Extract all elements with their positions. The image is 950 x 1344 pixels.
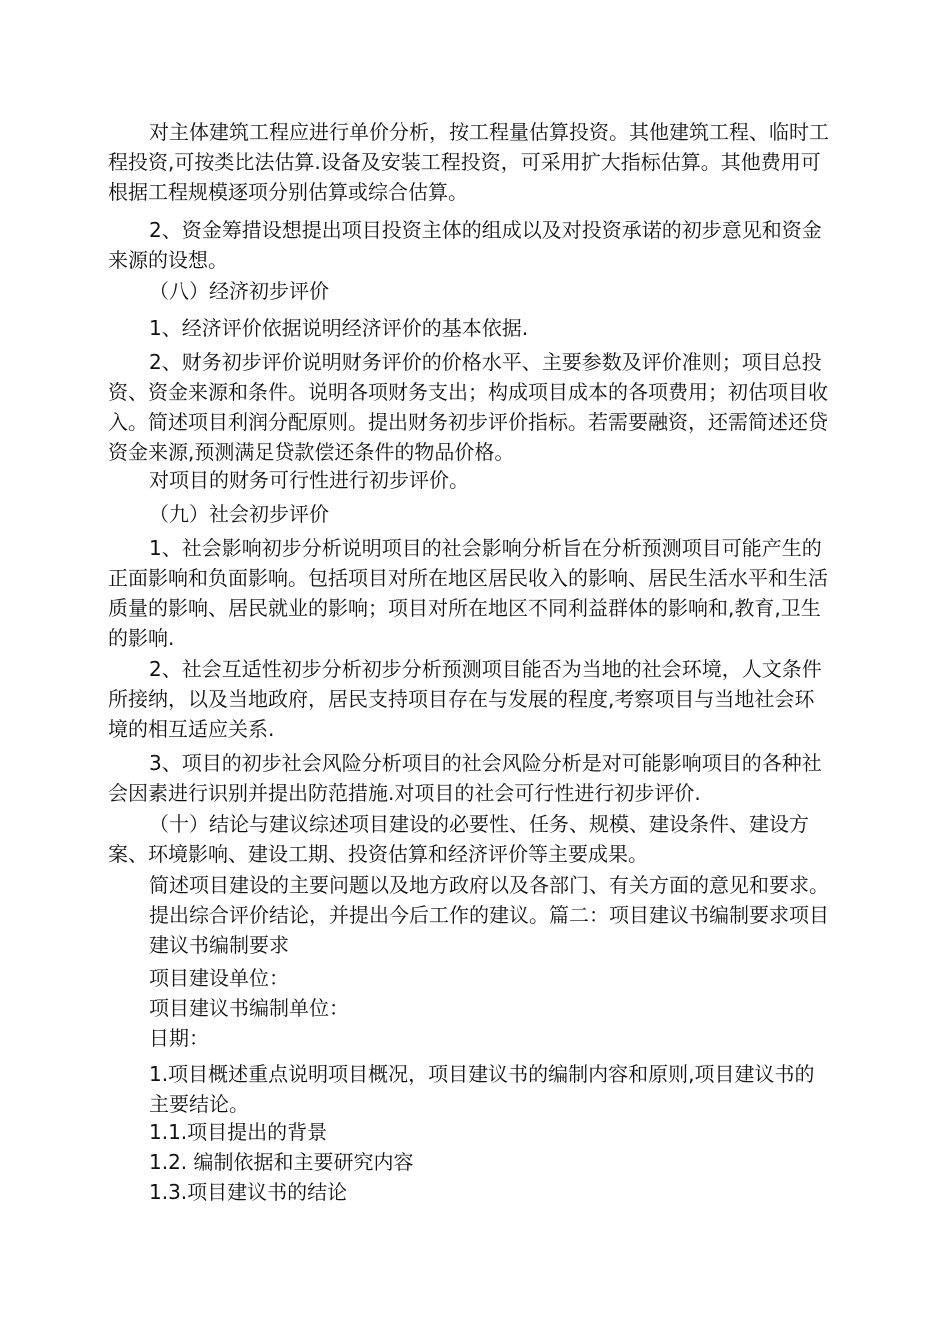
section-1-overview: 1.项目概述重点说明项目概况，项目建议书的编制内容和原则,项目建议书的主要结论。 (149, 1062, 815, 1116)
paragraph-social-risk: 3、项目的初步社会风险分析项目的社会风险分析是对可能影响项目的各种社会因素进行识别并提出防范措施.对项目的社会可行性进行初步评价. (108, 751, 822, 805)
heading-economic-evaluation: （八）经济初步评价 (149, 279, 329, 303)
section-1-1-background: 1.1.项目提出的背景 (149, 1120, 328, 1144)
paragraph-economic-basis: 1、经济评价依据说明经济评价的基本依据. (149, 316, 529, 340)
field-date: 日期： (149, 1026, 209, 1050)
paragraph-financial-evaluation: 2、财务初步评价说明财务评价的价格水平、主要参数及评价准则；项目总投资、资金来源和条件。说明各项财务支出；构成项目成本的各项费用；初估项目收入。简述项目利润分配原则。提出财务初步评价指标。若需要融资，还需简述还贷资金来源,预测满足贷款偿还条件的物品价格。 (108, 350, 828, 464)
paragraph-conclusions: （十）结论与建议综述项目建设的必要性、任务、规模、建设条件、建设方案、环境影响、建设工期、投资估算和经济评价等主要成果。 (108, 812, 809, 866)
heading-social-evaluation: （九）社会初步评价 (149, 502, 329, 526)
paragraph-investment-estimate: 对主体建筑工程应进行单价分析，按工程量估算投资。其他建筑工程、临时工程投资,可按类比法估算.设备及安装工程投资，可采用扩大指标估算。其他费用可根据工程规模逐项分别估算或综合估算。 (108, 120, 829, 204)
paragraph-social-impact: 1、社会影响初步分析说明项目的社会影响分析旨在分析预测项目可能产生的正面影响和负面影响。包括项目对所在地区居民收入的影响、居民生活水平和生活质量的影响、居民就业的影响；项目对所在地区不同利益群体的影响和,教育,卫生的影响. (108, 536, 828, 650)
section-1-2-basis: 1.2. 编制依据和主要研究内容 (149, 1150, 414, 1174)
paragraph-social-adaptability: 2、社会互适性初步分析初步分析预测项目能否为当地的社会环境，人文条件所接纳，以及当地政府，居民支持项目存在与发展的程度,考察项目与当地社会环境的相互适应关系. (108, 657, 822, 741)
section-1-3-conclusion: 1.3.项目建议书的结论 (149, 1180, 348, 1204)
paragraph-financial-feasibility: 对项目的财务可行性进行初步评价。 (149, 468, 469, 492)
paragraph-funding-plan: 2、资金筹措设想提出项目投资主体的组成以及对投资承诺的初步意见和资金来源的设想。 (108, 218, 822, 272)
field-construction-unit: 项目建设单位： (149, 966, 289, 990)
field-compiling-unit: 项目建议书编制单位： (149, 996, 349, 1020)
paragraph-summary-issues: 简述项目建设的主要问题以及地方政府以及各部门、有关方面的意见和要求。提出综合评价结论，并提出今后工作的建议。篇二：项目建议书编制要求项目建议书编制要求 (149, 873, 829, 957)
